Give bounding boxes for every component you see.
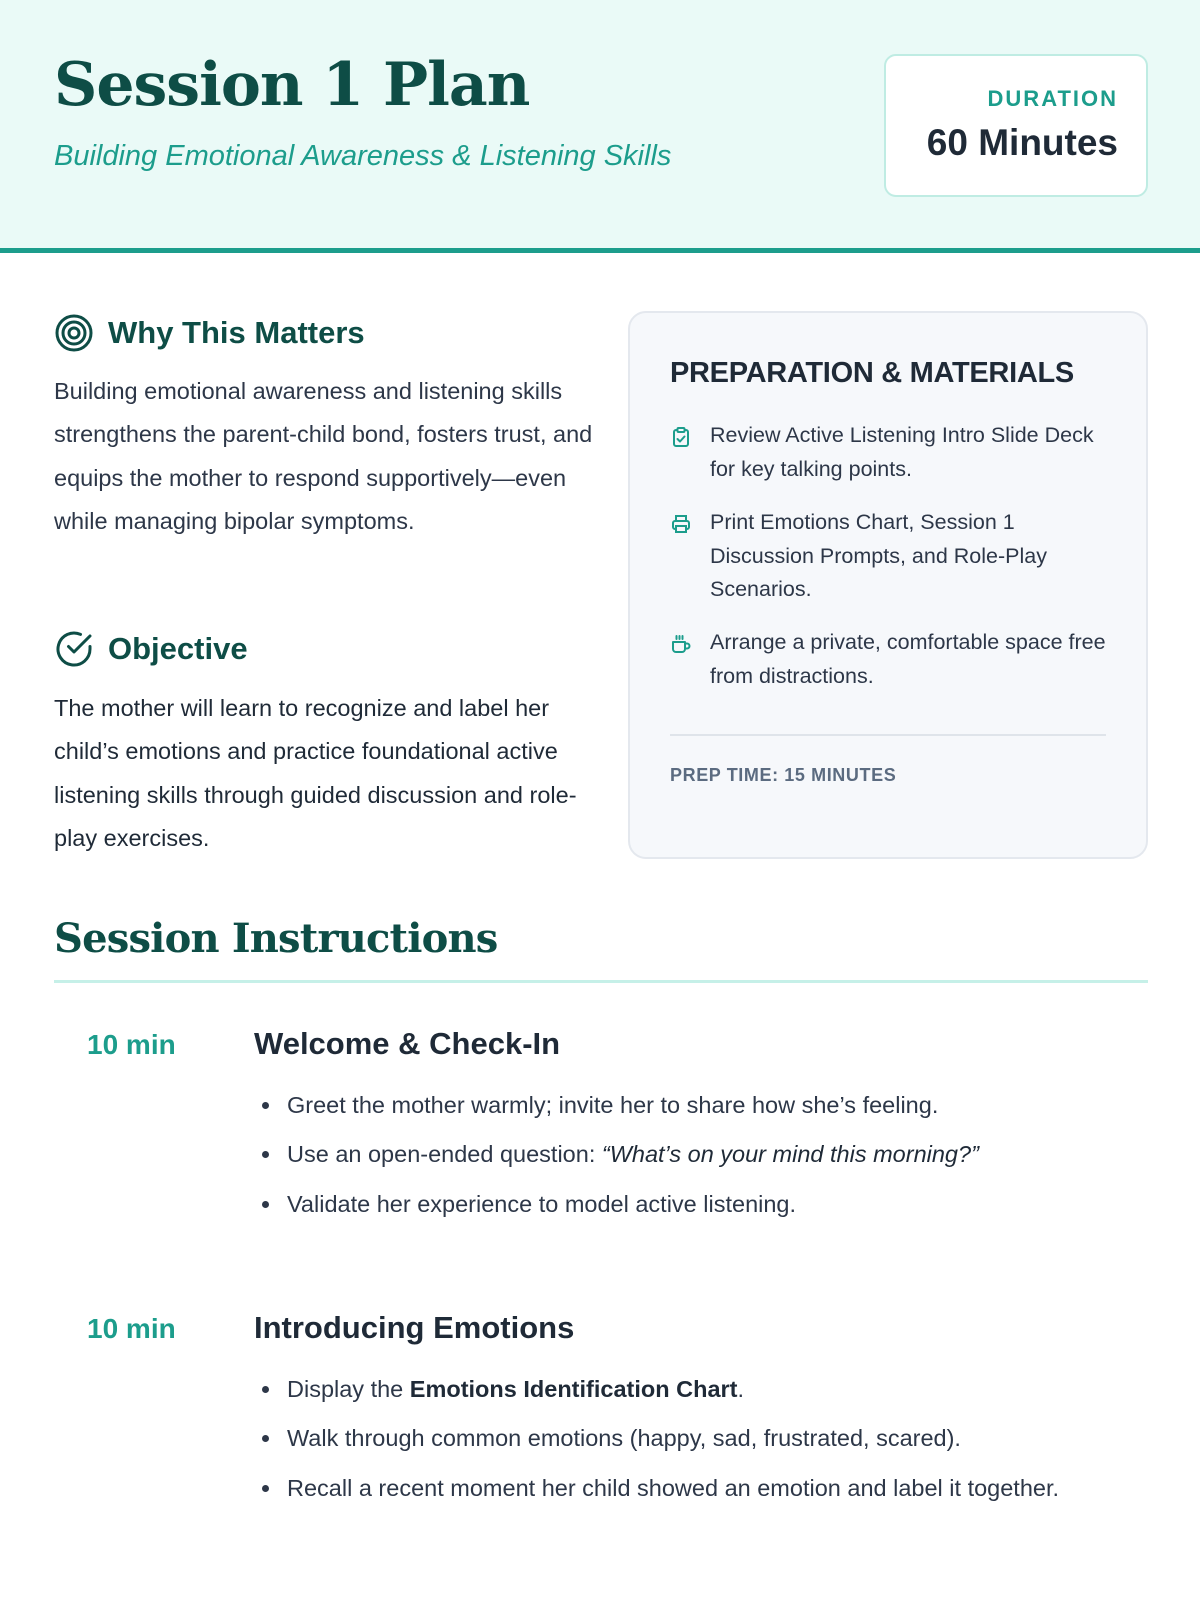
- clipboard-check-icon: [670, 426, 692, 448]
- check-circle-icon: [54, 629, 94, 669]
- prep-item-text: Print Emotions Chart, Session 1 Discussion Prompts, and Role-Play Scenarios.: [710, 510, 1047, 601]
- printer-icon: [670, 513, 692, 535]
- list-item: Validate her experience to model active listening.: [254, 1183, 1114, 1226]
- objective-text: The mother will learn to recognize and label her child’s emotions and practice foundational active listening skills through guided discussion and role-play exercises.: [54, 695, 577, 852]
- why-this-matters-title: Why This Matters: [108, 315, 365, 350]
- bullet-text: Use an open-ended question:: [287, 1141, 602, 1168]
- example-question: “What’s on your mind this morning?”: [601, 1141, 979, 1168]
- objective-heading: [54, 629, 248, 669]
- preparation-card: [628, 311, 1148, 859]
- page-title: Session 1 Plan: [54, 50, 530, 120]
- why-this-matters-heading: [54, 313, 365, 353]
- prep-divider: [670, 734, 1106, 736]
- objective-title: Objective: [108, 631, 248, 666]
- target-icon: [54, 313, 94, 353]
- prep-item: [670, 419, 1110, 486]
- prep-item-text: Arrange a private, comfortable space free from distractions.: [710, 630, 1106, 688]
- list-item: Greet the mother warmly; invite her to share how she’s feeling.: [254, 1084, 1114, 1127]
- bullet-text: Display the: [287, 1376, 410, 1402]
- why-this-matters-text: Building emotional awareness and listening skills strengthens the parent-child bond, fosters trust, and equips the mother to respond supportively—even while managing bipolar symptoms.: [54, 378, 593, 535]
- list-item: Walk through common emotions (happy, sad, frustrated, scared).: [254, 1417, 1114, 1460]
- prep-item: [670, 626, 1110, 693]
- section-divider: [54, 980, 1148, 983]
- step-title: Welcome & Check-In: [254, 1026, 561, 1061]
- session-instructions-title: Session Instructions: [54, 915, 498, 962]
- material-name: Emotions Identification Chart: [409, 1376, 738, 1402]
- duration-card: [884, 54, 1148, 197]
- list-item: [254, 1133, 1114, 1176]
- bullet-text: .: [737, 1376, 745, 1402]
- prep-item: [670, 506, 1110, 607]
- duration-label: DURATION: [987, 86, 1118, 111]
- page-header: [0, 0, 1200, 253]
- duration-value: 60 Minutes: [926, 122, 1118, 163]
- coffee-cup-icon: [670, 633, 692, 655]
- step-duration: 10 min: [87, 1029, 176, 1060]
- list-item: Recall a recent moment her child showed an emotion and label it together.: [254, 1467, 1114, 1510]
- page-subtitle: Building Emotional Awareness & Listening Skills: [54, 140, 672, 172]
- prep-time: PREP TIME: 15 MINUTES: [670, 765, 897, 785]
- step-bullet-list: [254, 1368, 1114, 1516]
- preparation-title: PREPARATION & MATERIALS: [670, 357, 1074, 389]
- step-bullet-list: [254, 1084, 1114, 1232]
- step-title: Introducing Emotions: [254, 1310, 575, 1345]
- list-item: [254, 1368, 1114, 1411]
- prep-item-text: Review Active Listening Intro Slide Deck for key talking points.: [710, 423, 1094, 481]
- step-duration: 10 min: [87, 1313, 176, 1344]
